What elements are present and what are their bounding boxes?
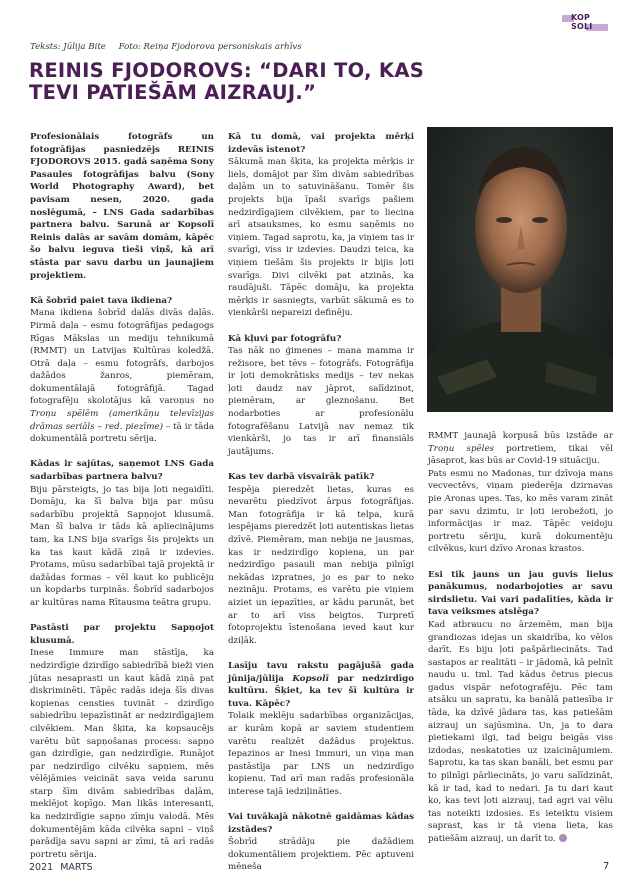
question: Kā tu domā, vai projekta mērķi izdevās īstenot? <box>228 132 414 155</box>
question: Kādas ir sajūtas, saņemot LNS Gada sadarbības partnera balvu? <box>30 459 214 483</box>
answer-text: Kad atbraucu no ārzemēm, man bija grandiozas idejas un skaidrība, ko vēlos darīt. Es biju ļoti pašpārliecināts. Tad sastapos ar realitāti – ir jādomā, kā pelnīt naudu u. tml. Tad kādus četrus piecus gadus vispār nefotografēju. Pēc tam atsāku un sapratu, ka banālā patiesība ir tāda, ka dzīvē jādara tas, kas patiešām aizrauj un sajūsmina. Un, ja to dara pietiekami ilgi, tad beigu beigās viss izdodas, neskatoties uz izaicinājumiem. Saprotu, ka tas skan banāli, bet esmu par to pilnīgi pārliecināts, jo varu salīdzināt, kā ir tad, kad to nedari. Ja tu dari kaut ko, kas tevi ļoti aizrauj, tad agri vai vēlu tas noteikti izdosies. Es ieteiktu visiem saprast, kas ir tā viena lieta, kas patiešām aizrauj, un darīt to. <box>428 619 613 844</box>
photo-credit: Foto: Reiņa Fjodorova personiskais arhīvs <box>118 42 302 52</box>
question: Vai tuvākajā nākotnē gaidāmas kādas izstādes? <box>228 812 414 835</box>
issue-year: 2021 <box>29 862 54 873</box>
column-3 <box>428 430 613 846</box>
question-text: Lasīju tavu rakstu pagājušā gada jūnija/jūlija <box>228 660 414 684</box>
article-title: REINIS FJODOROVS: “DARI TO, KAS TEVI PATIEŠĀM AIZRAUJ.” <box>29 59 425 104</box>
issue-month: MARTS <box>60 862 93 873</box>
answer: Iespēja pieredzēt lietas, kuras es nevarētu piedzīvot ārpus fotogrāfijas. Man fotogrāfija ir kā telpa, kurā iespējams pieredzēt ļoti autentiskas lietas dzīvē. Piemēram, man nebija ne jausmas, kas ir nedzirdīgo kopiena, un par nedzirdīgo pasauli man nebija pilnīgi nekādas izpratnes, jo es par to neko nezināju. Protams, es varētu pie viņiem aiziet un iepazīties, ar kādu parunāt, bet ar to arī viss beigtos. Turpretī fotoprojektu īstenošana ieved kaut kur dziļāk. <box>228 484 414 646</box>
answer <box>30 307 214 446</box>
answer: Tolaik meklēju sadarbības organizācijas, ar kurām kopā ar saviem studentiem varētu realizēt dažādus projektus. Iepazinos ar Inesi Immuri, un viņa man pastāstīja par LNS un nedzirdīgo kopienu. Tad arī man radās profesionāla interese tajā iedziļināties. <box>228 711 414 797</box>
answer-italic: Troņu spēles <box>428 443 495 454</box>
answer-text: – tā ir tāda dokumentālā portretu sērija. <box>30 421 215 445</box>
logo-text-top: KOP <box>571 13 591 22</box>
portrait-photo <box>427 127 613 412</box>
article-lead: Profesionālais fotogrāfs un fotogrāfijas pasniedzējs REINIS FJODOROVS 2015. gadā saņēma Sony Pasaules fotogrāfijas balvu (Sony World Photography Award), bet pavisam nesen, 2020. gada noslēgumā, – LNS Gada sadarbības partnera balvu. Sarunā ar Kopsolī Reinis dalās ar savām domām, kāpēc šo balvu ieguva tieši viņš, kā arī stāsta par savu darbu un jaunajiem projektiem. <box>30 132 214 281</box>
question: Kā kļuvi par fotogrāfu? <box>228 333 342 344</box>
question: Kā šobrīd paiet tava ikdiena? <box>30 295 173 306</box>
answer-text: RMMT jaunajā korpusā būs izstāde ar <box>428 431 613 441</box>
answer: Biju pārsteigts, jo tas bija ļoti negaidīti. Domāju, ka šī balva bija par mūsu sadarbību projektā Sapņojot klusumā. Man šī balva ir tāds kā apliecinājums tam, ka LNS bija svarīgs šis projekts un ka tas kaut kādā ziņā ir izdevies. Protams, mūsu sadarbībai tajā projektā ir dažādas formas – vēl kaut ko publicēju un kopdarbs turpinās. Šobrīd sadarbojos ar kultūras nama Rītausma teātra grupu. <box>30 484 214 608</box>
answer: Tas nāk no ģimenes – mana mamma ir režisore, bet tēvs – fotogrāfs. Fotogrāfija ir ļoti demokrātisks medijs – tev nekas ļoti daudz nav jāprot, salīdzinot, piemēram, ar gleznošanu. Bet nodarboties ar profesionālu fotografēšanu Latvijā nav nemaz tik vienkārši, jo tas ir arī finansiāls jautājums. <box>228 346 414 457</box>
author-credit: Teksts: Jūlija Bite <box>30 42 106 52</box>
answer: Sākumā man šķita, ka projekta mērķis ir liels, domājot par šīm divām sabiedrības daļām un to satuvināšanu. Tomēr šis projekts bija īpaši svarīgs pašiem nedzirdīgajiem cilvēkiem, par to liecina arī atsauksmes, ko esmu saņēmis no viņiem. Tagad saprotu, ka, ja viņiem tas ir svarīgi, viss ir izdevies. Daudzi teica, ka viņiem tiešām šis projekts ir bijis ļoti svarīgs. Divi cilvēki pat atzinās, ka raudājuši. Tāpēc domāju, ka projekta mērķis ir sasniegts, varbūt sākumā es to vienkārši nepareizi definēju. <box>228 157 414 319</box>
answer <box>428 619 613 846</box>
end-mark-icon <box>559 834 567 842</box>
page-number: 7 <box>603 861 610 872</box>
answer-italic: Troņu spēlēm (amerikāņu televīzijas drāmas seriāls – red. piezīme) <box>30 409 214 432</box>
answer-text: portretiem, tikai vēl jāsaprot, kas būs ar Covid-19 situāciju. <box>428 443 614 467</box>
question-italic: Kopsolī <box>292 673 329 684</box>
question: Pastāsti par projektu Sapņojot klusumā. <box>30 623 214 646</box>
answer: Pats esmu no Madonas, tur dzīvoja mans vecvectēvs, viņam piederēja dzirnavas pie Aronas upes. Tas, ko mēs varam zināt par savu dzimtu, ir ļoti ierobežoti, jo informācijas ir maz. Tāpēc veidoju portretu sēriju, kurā dokumentēju cilvēkus, kuri dzīvo Aronas krastos. <box>428 468 613 555</box>
magazine-logo <box>562 12 610 34</box>
column-2 <box>228 131 414 874</box>
answer <box>428 430 613 468</box>
answer-text: Mana ikdiena šobrīd dalās divās daļās. Pirmā daļa – esmu fotogrāfijas pedagogs Rīgas Mākslas un mediju tehnikumā (RMMT) un Latvijas Kultūras koledžā. Otrā daļa – esmu fotogrāfs, darbojos dažādos žanros, piemēram, dokumentālajā fotogrāfijā. Tagad fotografēju skolotājus kā varoņus no <box>30 308 214 407</box>
portrait-illustration <box>427 127 613 412</box>
page-footer <box>29 862 93 873</box>
article-credits <box>30 42 312 52</box>
question: Kas tev darbā visvairāk patīk? <box>228 472 375 483</box>
logo-text-bottom: SOLI <box>571 22 593 31</box>
column-1 <box>30 131 214 861</box>
question <box>228 660 414 710</box>
answer: Šobrīd strādāju pie dažādiem dokumentāliem projektiem. Pēc aptuveni mēneša <box>228 837 414 873</box>
question-text: par nedzirdīgo kultūru. Šķiet, ka tev šī kultūra ir tuva. Kāpēc? <box>228 673 414 709</box>
answer: Inese Immure man stāstīja, ka nedzirdīgie dzirdīgo sabiedrībā bieži vien jūtas nesaprasti un kaut kādā ziņā pat diskriminēti. Tāpēc radās ideja šīs divas kopienas censties tuvināt – dzirdīgo sabiedrību iepazīstināt ar nedzirdīgajiem cilvēkiem. Man šķita, ka kopsaucējs varētu būt sapņošanas process: sapņo gan dzirdīgie, gan nedzirdīgie. Runājot par nedzirdīgo cilvēku sapņiem, mēs vēlējāmies veicināt sava veida sarunu starp šīm divām sabiedrības daļām, meklējot kopīgo. Man likās interesanti, ka nedzirdīgie sapņo zīmju valodā. Mēs dokumentējām kāda cilvēka sapni – viņš parādīja savu sapni ar zīmi, tā arī radās portretu sērija. <box>30 648 214 860</box>
question: Esi tik jauns un jau guvis lielus panākumus, nodarbojoties ar savu sirdslietu. Vai vari padalīties, kāda ir tava veiksmes atslēga? <box>428 569 613 618</box>
